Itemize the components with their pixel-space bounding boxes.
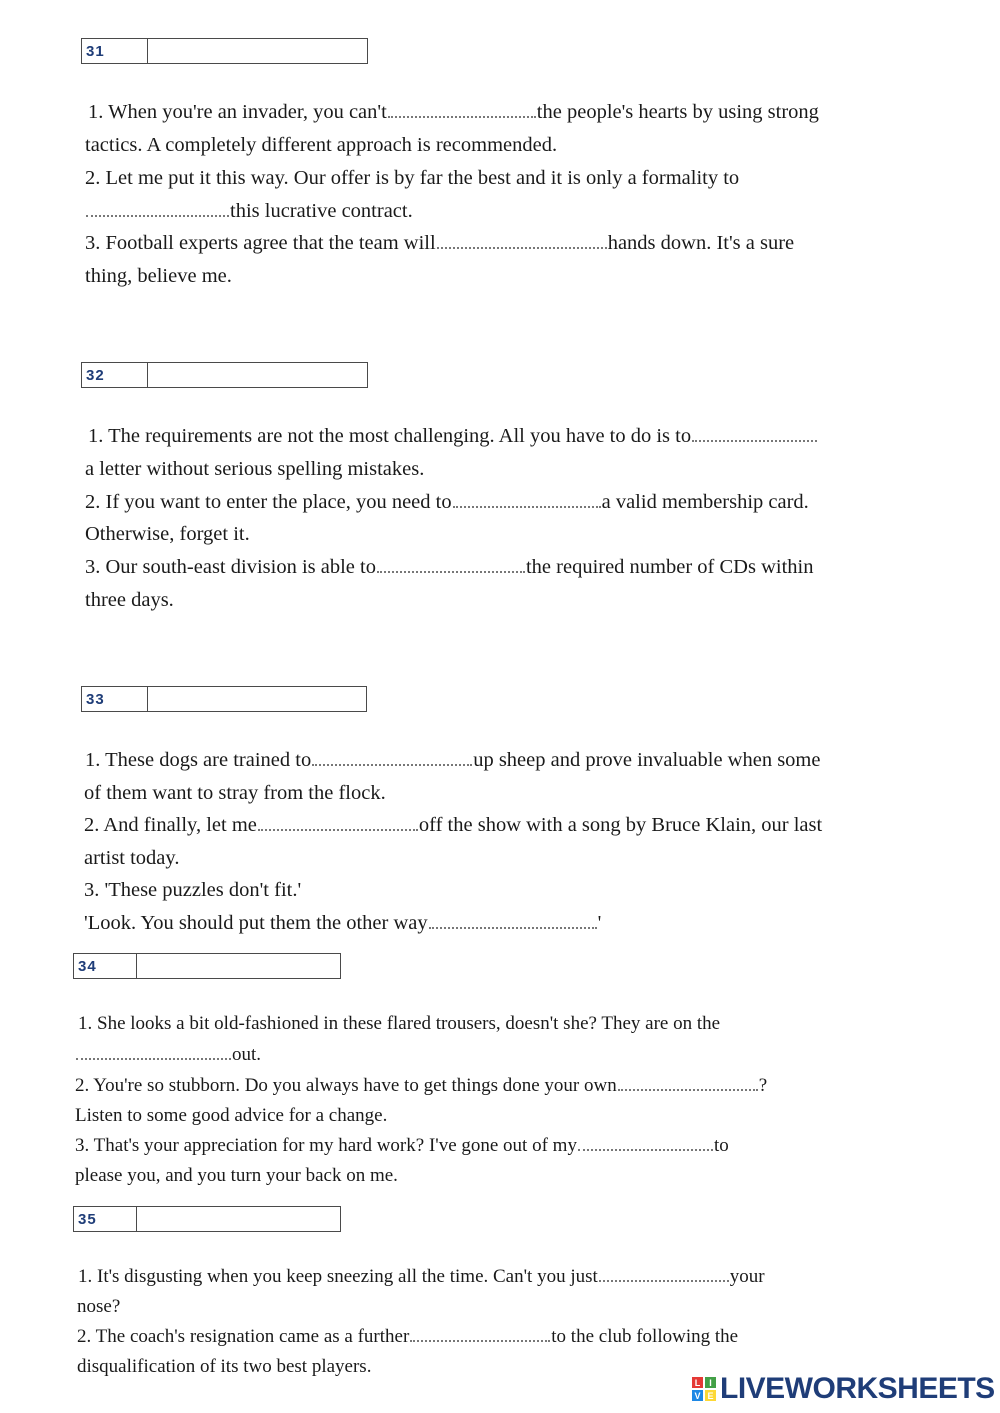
answer-box-34: [73, 953, 341, 979]
answer-input[interactable]: [148, 39, 367, 63]
blank-3[interactable]: [377, 570, 525, 573]
line: 2. The coach's resignation came as a further to the club following the: [77, 1326, 739, 1347]
line: 1. When you're an invader, you can't the people's hearts by using strong: [88, 101, 819, 123]
line: thing, believe me.: [85, 265, 232, 287]
line: 1. It's disgusting when you keep sneezing all the time. Can't you just your: [78, 1266, 765, 1287]
line: 2. And finally, let me off the show with a song by Bruce Klain, our last: [84, 814, 823, 836]
line: 'Look. You should put them the other way ': [84, 912, 602, 934]
line: of them want to stray from the flock.: [84, 782, 386, 804]
blank-1[interactable]: [76, 1057, 231, 1060]
line: artist today.: [84, 847, 180, 869]
blank-3[interactable]: [429, 926, 597, 929]
line: 2. If you want to enter the place, you need to a valid membership card.: [85, 491, 809, 513]
answer-box-31: [81, 38, 368, 64]
blank-3[interactable]: [578, 1148, 713, 1151]
line: 2. Let me put it this way. Our offer is by far the best and it is only a formality to: [85, 167, 740, 189]
line: tactics. A completely different approach is recommended.: [85, 134, 558, 156]
line: nose?: [77, 1296, 121, 1317]
line: 1. These dogs are trained to up sheep and prove invaluable when some: [85, 749, 821, 771]
blank-2[interactable]: [410, 1339, 550, 1342]
logo-letter: L: [692, 1377, 703, 1388]
answer-input[interactable]: [148, 687, 366, 711]
line: disqualification of its two best players.: [77, 1356, 372, 1377]
question-number: 32: [82, 363, 148, 387]
question-number: 33: [82, 687, 148, 711]
line: three days.: [85, 589, 174, 611]
brand-name: LIVEWORKSHEETS: [720, 1372, 995, 1405]
answer-input[interactable]: [148, 363, 367, 387]
line: 2. You're so stubborn. Do you always have to get things done your own ?: [75, 1075, 768, 1096]
line: please you, and you turn your back on me.: [75, 1165, 398, 1186]
logo-letter: E: [705, 1390, 716, 1401]
blank-1[interactable]: [692, 439, 817, 442]
blank-3[interactable]: [437, 246, 607, 249]
line: 3. Our south-east division is able to the required number of CDs within: [85, 556, 814, 578]
logo-icon: [692, 1377, 716, 1401]
answer-box-32: [81, 362, 368, 388]
blank-2[interactable]: [618, 1088, 758, 1091]
blank-2[interactable]: [86, 214, 229, 217]
question-number: 34: [74, 954, 137, 978]
answer-box-33: [81, 686, 367, 712]
line: 3. 'These puzzles don't fit.': [84, 879, 302, 901]
blank-2[interactable]: [453, 505, 601, 508]
line: 3. That's your appreciation for my hard work? I've gone out of my to: [75, 1135, 729, 1156]
question-number: 35: [74, 1207, 137, 1231]
line: 1. She looks a bit old-fashioned in these flared trousers, doesn't she? They are on the: [78, 1013, 721, 1034]
line: Otherwise, forget it.: [85, 523, 250, 545]
blank-2[interactable]: [258, 828, 418, 831]
blank-1[interactable]: [599, 1279, 729, 1282]
blank-1[interactable]: [312, 763, 472, 766]
answer-box-35: [73, 1206, 341, 1232]
line: a letter without serious spelling mistakes.: [85, 458, 425, 480]
line: Listen to some good advice for a change.: [75, 1105, 388, 1126]
question-number: 31: [82, 39, 148, 63]
logo-letter: V: [692, 1390, 703, 1401]
answer-input[interactable]: [137, 954, 340, 978]
logo-letter: I: [705, 1377, 716, 1388]
line: this lucrative contract.: [85, 200, 413, 223]
line: 3. Football experts agree that the team will hands down. It's a sure: [85, 232, 795, 254]
line: out.: [75, 1044, 261, 1066]
answer-input[interactable]: [137, 1207, 340, 1231]
line: 1. The requirements are not the most challenging. All you have to do is to: [88, 425, 818, 448]
blank-1[interactable]: [388, 115, 536, 118]
liveworksheets-logo: [692, 1374, 995, 1404]
